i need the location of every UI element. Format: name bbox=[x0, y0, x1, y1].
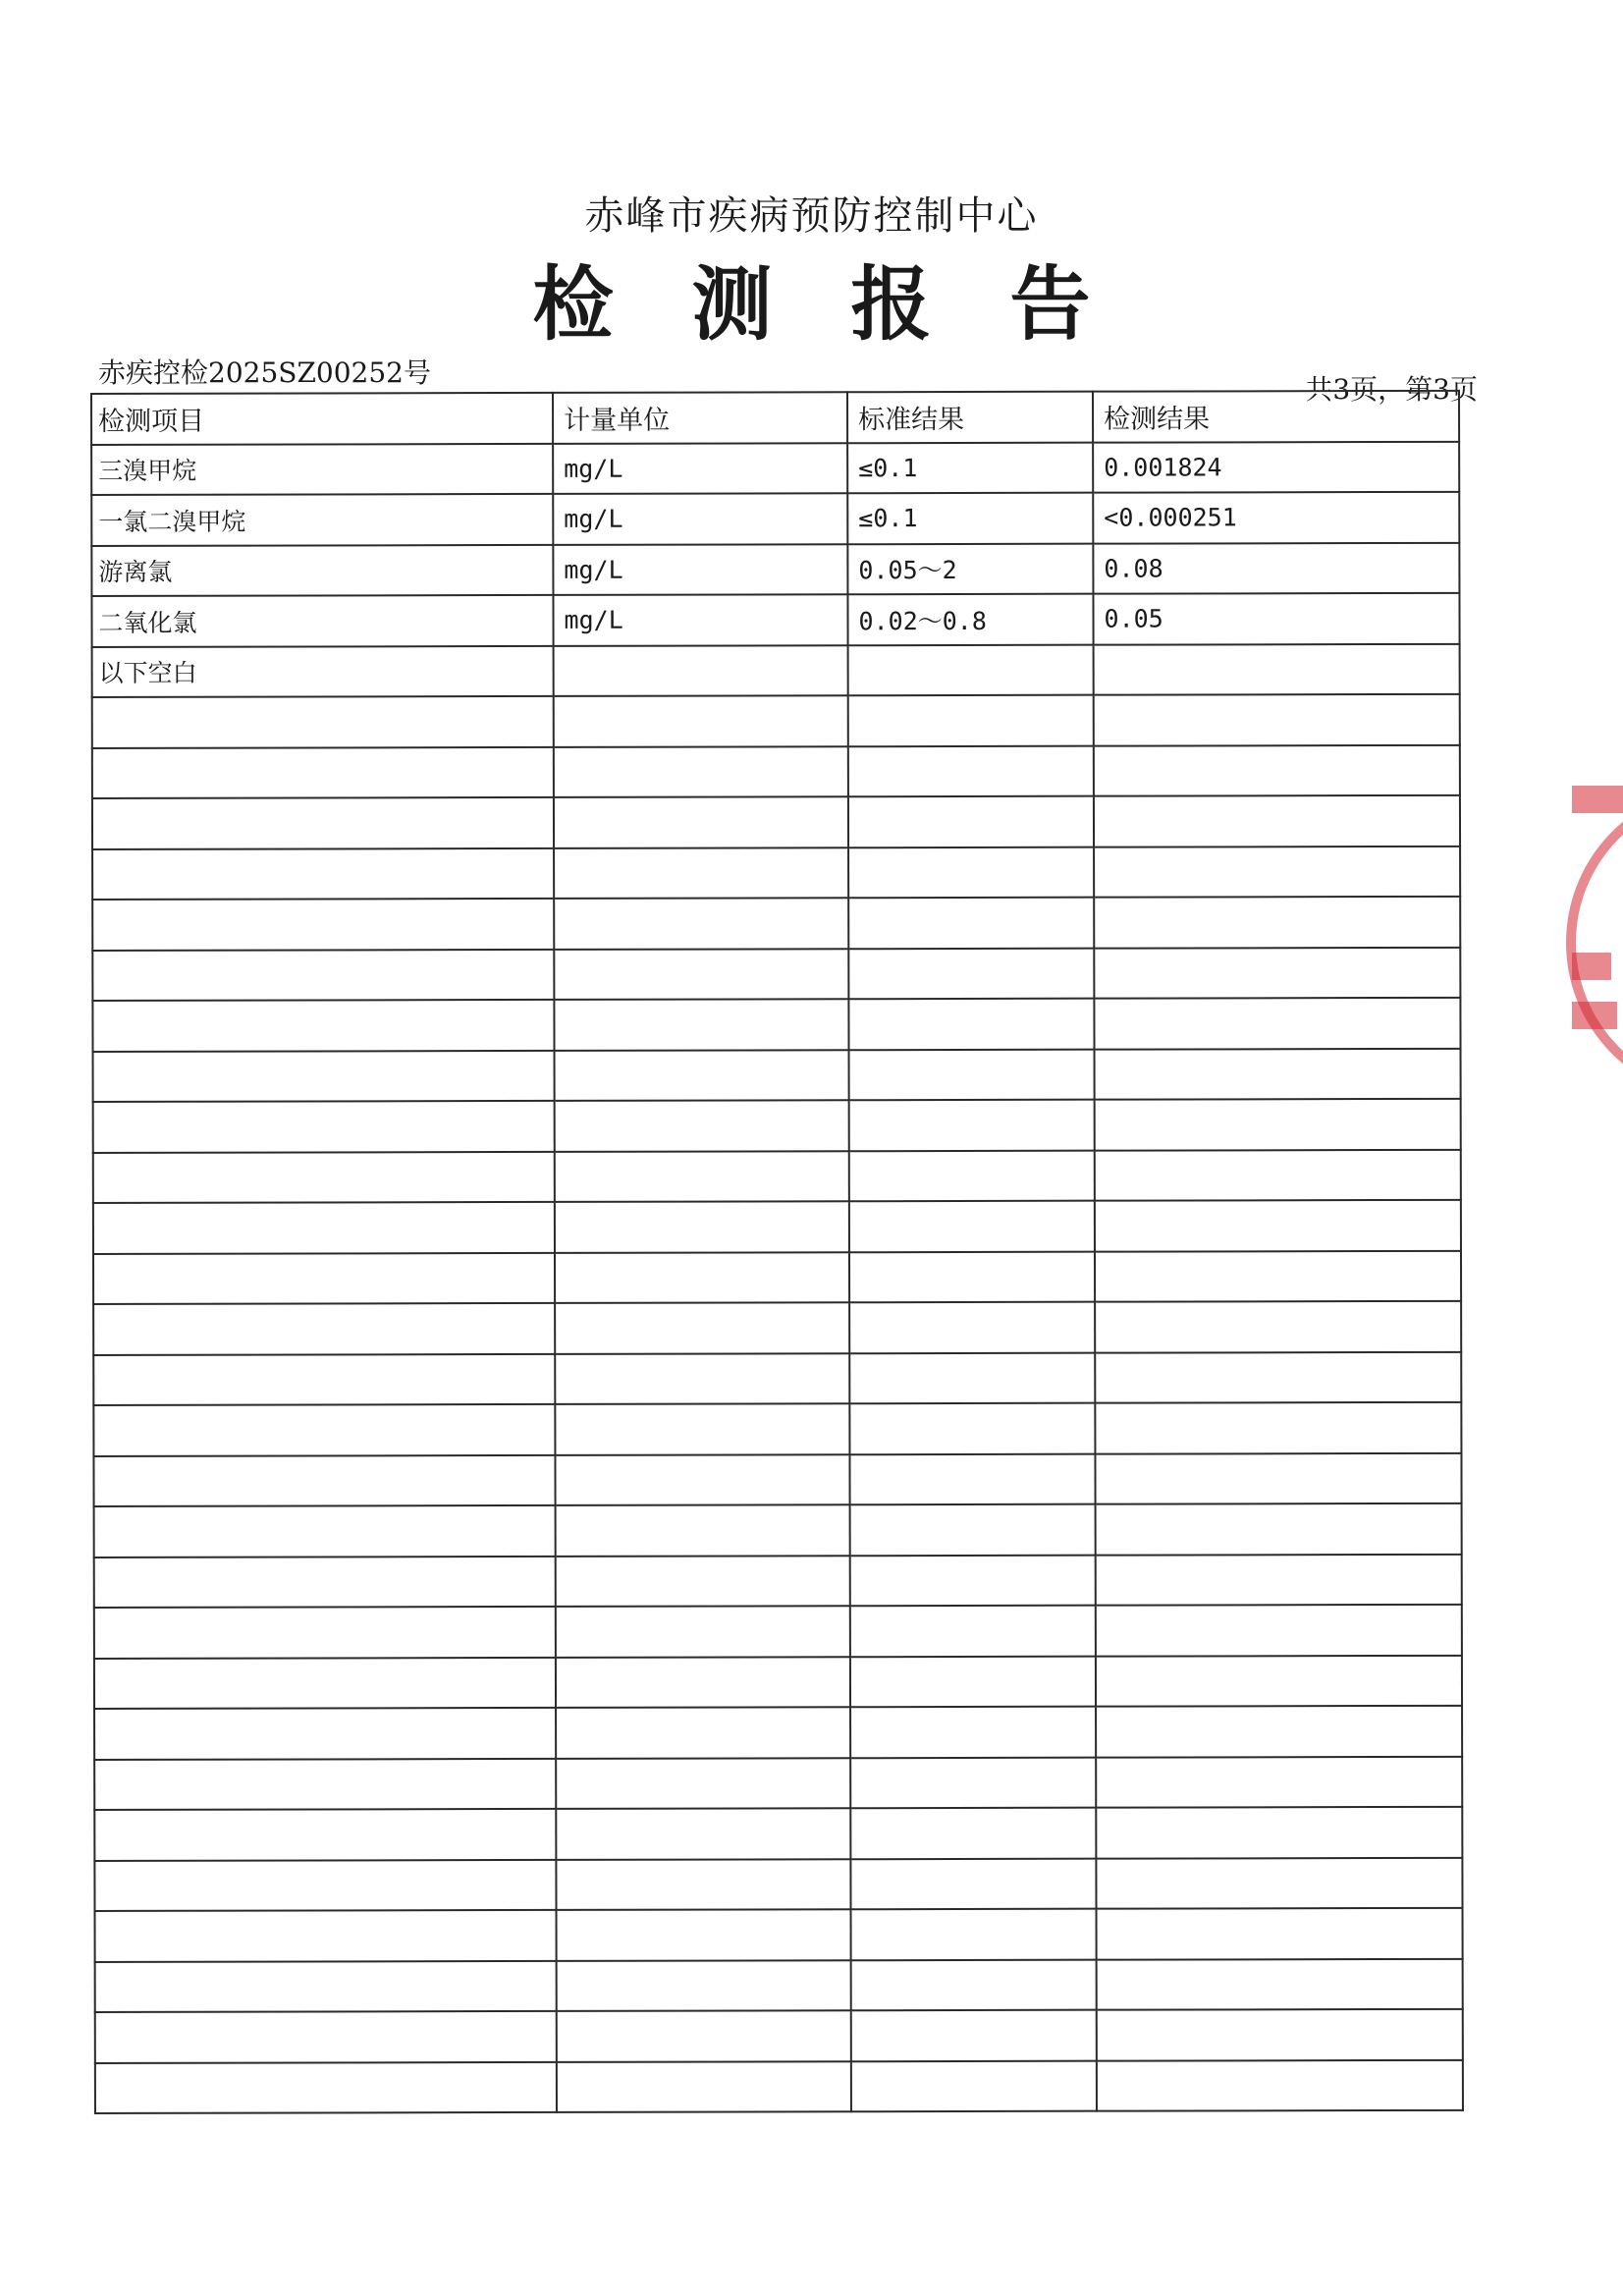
empty-row bbox=[92, 846, 1460, 900]
title-char: 告 bbox=[1009, 257, 1091, 352]
empty-cell bbox=[1096, 1706, 1462, 1757]
empty-cell bbox=[556, 1657, 850, 1708]
empty-cell bbox=[1095, 1200, 1461, 1251]
empty-cell bbox=[94, 1556, 556, 1608]
empty-cell bbox=[1094, 897, 1460, 948]
cell-unit: mg/L bbox=[553, 493, 847, 544]
empty-cell bbox=[850, 1656, 1096, 1707]
empty-cell bbox=[1095, 1149, 1461, 1200]
empty-cell bbox=[1095, 1250, 1461, 1301]
cell-standard: ≤0.1 bbox=[847, 442, 1093, 493]
cell-standard: 0.02～0.8 bbox=[847, 594, 1093, 645]
empty-cell bbox=[848, 999, 1094, 1050]
empty-cell bbox=[557, 2010, 851, 2061]
cell-standard: ≤0.1 bbox=[847, 493, 1093, 544]
empty-cell bbox=[554, 796, 848, 847]
empty-cell bbox=[556, 1606, 850, 1657]
empty-cell bbox=[94, 1708, 556, 1760]
empty-cell bbox=[94, 1859, 556, 1911]
table-row bbox=[92, 643, 1460, 697]
empty-cell bbox=[1096, 1605, 1462, 1656]
empty-cell bbox=[1097, 1908, 1463, 1959]
empty-cell bbox=[851, 2010, 1097, 2061]
empty-cell bbox=[555, 1100, 849, 1151]
cell-item: 三溴甲烷 bbox=[91, 443, 553, 495]
table-row bbox=[91, 492, 1459, 546]
empty-cell bbox=[555, 1403, 849, 1454]
empty-cell bbox=[94, 1657, 556, 1709]
empty-cell bbox=[555, 1151, 849, 1202]
organization-name: 赤峰市疾病预防控制中心 bbox=[584, 193, 1039, 239]
empty-cell bbox=[556, 1808, 850, 1859]
cell-standard: 0.05～2 bbox=[847, 543, 1093, 594]
empty-cell bbox=[93, 1202, 555, 1254]
empty-cell bbox=[1094, 744, 1460, 795]
empty-cell bbox=[1096, 1554, 1462, 1605]
empty-cell bbox=[92, 949, 554, 1001]
empty-row bbox=[94, 1503, 1462, 1558]
empty-cell bbox=[95, 1910, 557, 1962]
empty-cell bbox=[850, 1555, 1096, 1606]
empty-cell bbox=[556, 1556, 850, 1607]
empty-cell bbox=[849, 1049, 1095, 1100]
empty-row bbox=[94, 1807, 1462, 1861]
empty-row bbox=[93, 1452, 1461, 1506]
empty-row bbox=[93, 1402, 1461, 1456]
seal-mark bbox=[1572, 786, 1623, 813]
empty-cell bbox=[1095, 1402, 1461, 1453]
column-header-item: 检测项目 bbox=[91, 393, 553, 445]
cell-result: 0.001824 bbox=[1093, 441, 1459, 492]
empty-row bbox=[93, 1200, 1461, 1254]
empty-row bbox=[95, 2059, 1463, 2113]
empty-cell bbox=[93, 1454, 555, 1506]
cell-unit: mg/L bbox=[553, 544, 847, 595]
empty-row bbox=[93, 1099, 1461, 1153]
title-char: 测 bbox=[691, 257, 773, 352]
empty-cell bbox=[93, 1050, 555, 1102]
empty-row bbox=[93, 1351, 1461, 1405]
empty-row bbox=[93, 1048, 1461, 1102]
page-info: 共3页，第3页 bbox=[1305, 373, 1478, 406]
empty-cell bbox=[94, 1809, 556, 1861]
empty-cell bbox=[94, 1505, 556, 1558]
empty-cell bbox=[849, 1251, 1095, 1302]
table-row bbox=[91, 593, 1459, 647]
empty-cell bbox=[95, 2061, 557, 2113]
empty-row bbox=[92, 694, 1460, 748]
empty-cell bbox=[851, 1909, 1097, 1960]
empty-row bbox=[95, 1908, 1463, 1962]
empty-cell bbox=[555, 1050, 849, 1101]
empty-cell bbox=[94, 1607, 556, 1659]
empty-cell bbox=[850, 1504, 1096, 1556]
empty-cell bbox=[1094, 846, 1460, 897]
empty-cell bbox=[93, 1404, 555, 1456]
empty-row bbox=[94, 1706, 1462, 1760]
empty-cell bbox=[556, 1859, 850, 1910]
table-row bbox=[91, 542, 1459, 596]
empty-cell bbox=[555, 1252, 849, 1303]
empty-cell bbox=[848, 847, 1094, 898]
cell-unit: mg/L bbox=[553, 594, 847, 645]
empty-cell bbox=[1097, 2009, 1463, 2060]
title-char: 检 bbox=[532, 257, 614, 352]
empty-cell bbox=[554, 898, 848, 949]
cell-item: 游离氯 bbox=[91, 544, 553, 596]
empty-cell bbox=[1095, 1452, 1461, 1503]
empty-cell bbox=[1095, 1351, 1461, 1402]
empty-row bbox=[94, 1857, 1462, 1911]
empty-cell bbox=[850, 1808, 1096, 1859]
empty-cell bbox=[851, 2060, 1097, 2111]
empty-cell bbox=[554, 695, 848, 746]
empty-row bbox=[95, 2009, 1463, 2063]
cell-unit: mg/L bbox=[553, 443, 847, 494]
empty-cell bbox=[850, 1858, 1096, 1909]
empty-cell bbox=[554, 847, 848, 899]
empty-cell bbox=[92, 1000, 554, 1052]
empty-cell bbox=[92, 899, 554, 951]
empty-cell bbox=[93, 1151, 555, 1203]
empty-row bbox=[94, 1605, 1462, 1659]
empty-cell bbox=[1096, 1807, 1462, 1858]
cell-item: 以下空白 bbox=[92, 645, 554, 697]
cell-result: 0.05 bbox=[1093, 593, 1459, 644]
column-header-result: 检测结果 bbox=[1093, 391, 1459, 442]
empty-cell bbox=[92, 746, 554, 798]
cell-item: 二氧化氯 bbox=[91, 595, 553, 647]
empty-cell bbox=[95, 1960, 557, 2012]
cell-item: 一氯二溴甲烷 bbox=[91, 494, 553, 546]
empty-cell bbox=[554, 949, 848, 1000]
empty-cell bbox=[848, 745, 1094, 796]
empty-cell bbox=[94, 1758, 556, 1810]
empty-cell bbox=[1096, 1857, 1462, 1908]
empty-cell bbox=[557, 1909, 851, 1960]
empty-cell bbox=[95, 2011, 557, 2063]
empty-cell bbox=[850, 1757, 1096, 1808]
empty-cell bbox=[555, 1454, 849, 1505]
empty-cell bbox=[555, 1353, 849, 1404]
empty-cell bbox=[555, 1201, 849, 1252]
empty-cell bbox=[849, 1100, 1095, 1151]
empty-cell bbox=[850, 1606, 1096, 1657]
empty-cell bbox=[557, 1960, 851, 2011]
empty-cell bbox=[1095, 1048, 1461, 1099]
empty-cell bbox=[92, 696, 554, 748]
empty-cell bbox=[556, 1707, 850, 1758]
empty-cell bbox=[93, 1303, 555, 1355]
empty-row bbox=[94, 1756, 1462, 1810]
empty-row bbox=[92, 947, 1460, 1001]
empty-cell bbox=[556, 1758, 850, 1809]
empty-row bbox=[92, 998, 1460, 1052]
empty-cell bbox=[849, 1403, 1095, 1454]
empty-cell bbox=[1097, 1958, 1463, 2009]
empty-cell bbox=[93, 1353, 555, 1405]
empty-cell bbox=[848, 948, 1094, 999]
cell-result: 0.08 bbox=[1093, 542, 1459, 593]
report-title bbox=[0, 241, 1623, 355]
empty-cell bbox=[93, 1101, 555, 1153]
document-number: 赤疾控检2025SZ00252号 bbox=[98, 356, 431, 389]
empty-cell bbox=[849, 1150, 1095, 1201]
empty-row bbox=[93, 1250, 1461, 1304]
empty-cell bbox=[1094, 694, 1460, 745]
empty-cell bbox=[1096, 1756, 1462, 1807]
empty-cell bbox=[1094, 795, 1460, 847]
cell-unit bbox=[554, 645, 848, 696]
empty-cell bbox=[1094, 998, 1460, 1049]
empty-row bbox=[93, 1149, 1461, 1203]
empty-row bbox=[95, 1958, 1463, 2012]
empty-cell bbox=[554, 999, 848, 1050]
empty-row bbox=[94, 1655, 1462, 1709]
empty-row bbox=[92, 795, 1460, 849]
empty-cell bbox=[1097, 2059, 1463, 2110]
cell-result bbox=[1094, 643, 1460, 694]
table-row bbox=[91, 441, 1459, 495]
column-header-standard: 标准结果 bbox=[847, 392, 1093, 443]
seal-ring bbox=[1566, 786, 1623, 1100]
results-table bbox=[90, 390, 1464, 2114]
empty-cell bbox=[848, 796, 1094, 847]
empty-cell bbox=[848, 695, 1094, 746]
empty-cell bbox=[1095, 1099, 1461, 1150]
empty-cell bbox=[93, 1252, 555, 1304]
table-header-row bbox=[91, 391, 1459, 445]
column-header-unit: 计量单位 bbox=[553, 392, 847, 443]
empty-cell bbox=[92, 847, 554, 900]
empty-cell bbox=[554, 746, 848, 797]
empty-cell bbox=[555, 1302, 849, 1353]
empty-cell bbox=[1096, 1655, 1462, 1706]
cell-result: <0.000251 bbox=[1093, 492, 1459, 543]
empty-cell bbox=[851, 1959, 1097, 2010]
empty-row bbox=[92, 897, 1460, 951]
empty-cell bbox=[848, 898, 1094, 949]
empty-cell bbox=[92, 797, 554, 849]
empty-cell bbox=[557, 2061, 851, 2112]
cell-standard bbox=[848, 644, 1094, 695]
official-seal bbox=[1566, 766, 1623, 1100]
empty-row bbox=[92, 744, 1460, 798]
title-char: 报 bbox=[850, 257, 932, 352]
empty-cell bbox=[1095, 1301, 1461, 1352]
empty-cell bbox=[850, 1707, 1096, 1758]
empty-row bbox=[94, 1554, 1462, 1608]
empty-cell bbox=[556, 1504, 850, 1556]
empty-cell bbox=[849, 1201, 1095, 1252]
empty-row bbox=[93, 1301, 1461, 1355]
seal-mark bbox=[1572, 1002, 1617, 1029]
empty-cell bbox=[849, 1453, 1095, 1504]
empty-cell bbox=[1094, 947, 1460, 998]
empty-cell bbox=[849, 1302, 1095, 1353]
seal-mark bbox=[1572, 953, 1611, 980]
empty-cell bbox=[849, 1352, 1095, 1403]
empty-cell bbox=[1096, 1503, 1462, 1555]
